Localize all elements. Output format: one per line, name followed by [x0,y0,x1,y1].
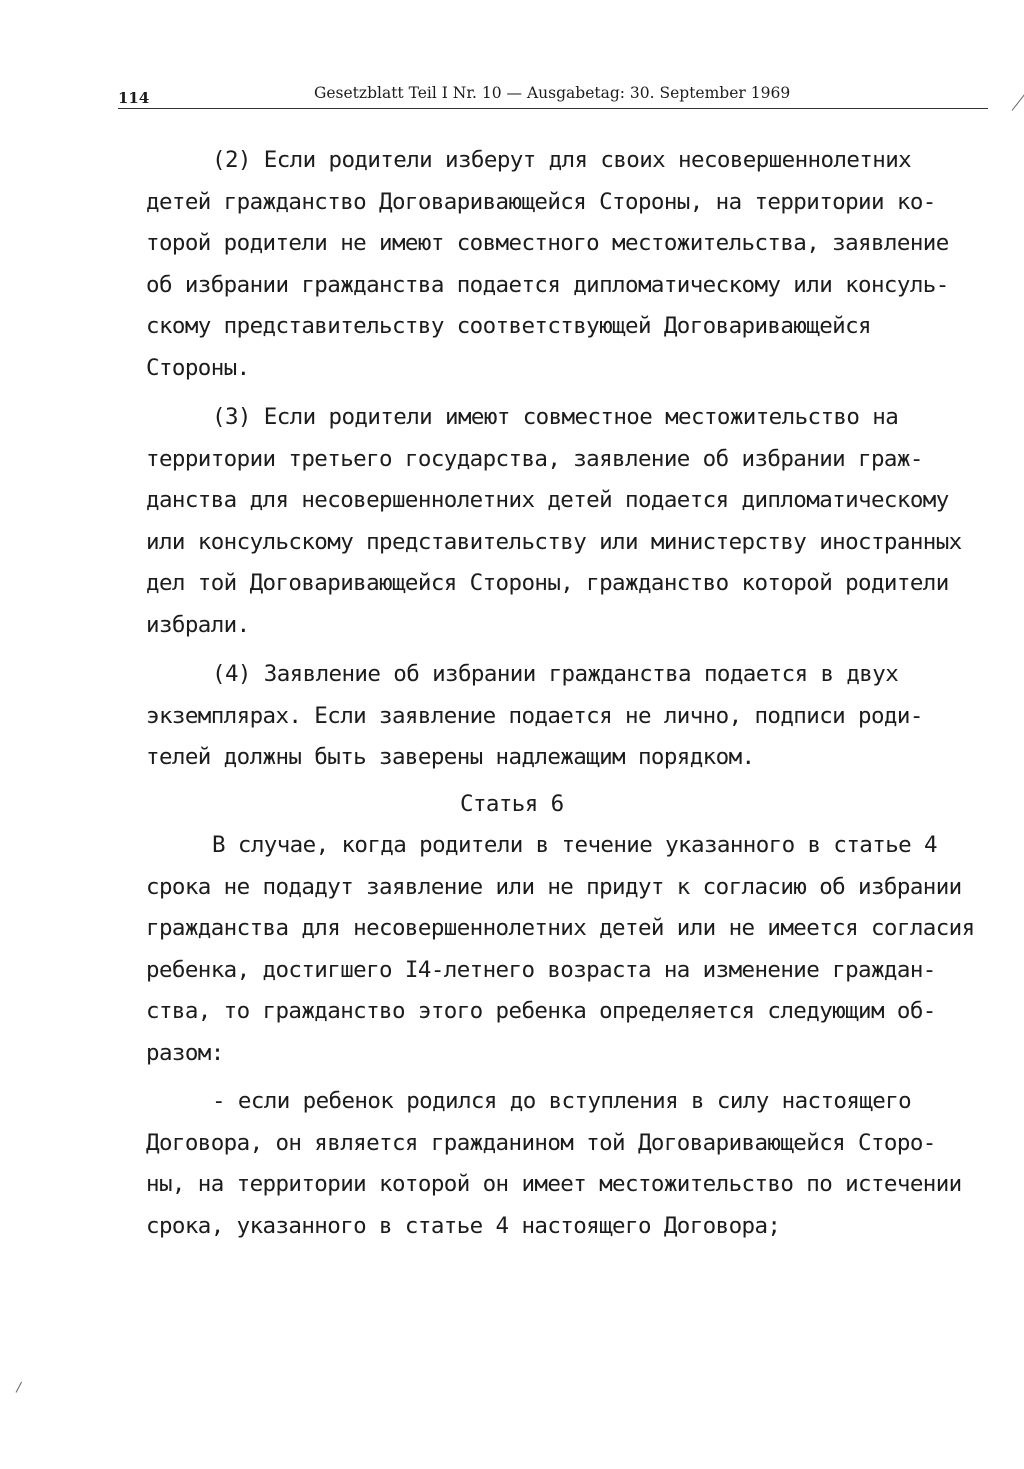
text-line: (2) Если родители изберут для своих несовершеннолетних [212,147,912,173]
running-header [118,84,986,110]
text-line: об избрании гражданства подается дипломатическому или консуль- [146,271,949,298]
paragraph-3 [146,397,966,646]
text-line: гражданства для несовершеннолетних детей или не имеется согласия [146,915,975,941]
text-line: или консульскому представительству или министерству иностранных [146,528,962,555]
paragraph-4 [146,654,966,779]
text-line: ребенка, достигшего I4-летнего возраста на изменение граждан- [146,956,936,983]
scan-mark [16,1382,23,1393]
text-line: В случае, когда родители в течение указанного в статье 4 [212,832,937,858]
text-line: разом: [146,1039,224,1066]
text-line: ства, то гражданство этого ребенка определяется следующим об- [146,998,936,1024]
text-line: (3) Если родители имеют совместное местожительство на [212,404,899,430]
gazette-title: Gesetzblatt Teil I Nr. 10 — Ausgabetag: 30. September 1969 [314,84,791,102]
page-number: 114 [118,89,150,107]
document-body [146,140,975,1247]
scan-mark [1012,93,1024,111]
text-line: торой родители не имеют совместного местожительства, заявление [146,230,949,256]
header-rule [118,108,988,109]
text-line: (4) Заявление об избрании гражданства подается в двух [212,661,899,687]
text-line: экземплярах. Если заявление подается не лично, подписи роди- [146,702,923,729]
article-heading: Статья 6 [460,790,564,817]
text-line: детей гражданство Договаривающейся Стороны, на территории ко- [146,188,936,215]
paragraph-2 [146,140,966,389]
article-6-intro [146,825,975,1074]
article-6-item [146,1081,966,1247]
text-line: срока не подадут заявление или не придут к согласию об избрании [146,873,962,900]
text-line: дел той Договаривающейся Стороны, гражданство которой родители [146,570,949,596]
text-line: ны, на территории которой он имеет местожительство по истечении [146,1171,962,1197]
text-line: срока, указанного в статье 4 настоящего Договора; [146,1212,781,1239]
text-line: избрали. [146,611,250,638]
text-line: данства для несовершеннолетних детей подается дипломатическому [146,487,949,513]
text-line: Стороны. [146,354,250,381]
text-line: Договора, он является гражданином той Договаривающейся Сторо- [146,1129,936,1156]
text-line: скому представительству соответствующей Договаривающейся [146,313,871,339]
text-line: телей должны быть заверены надлежащим порядком. [146,744,755,770]
text-line: - если ребенок родился до вступления в силу настоящего [212,1088,912,1114]
text-line: территории третьего государства, заявление об избрании граж- [146,445,923,472]
